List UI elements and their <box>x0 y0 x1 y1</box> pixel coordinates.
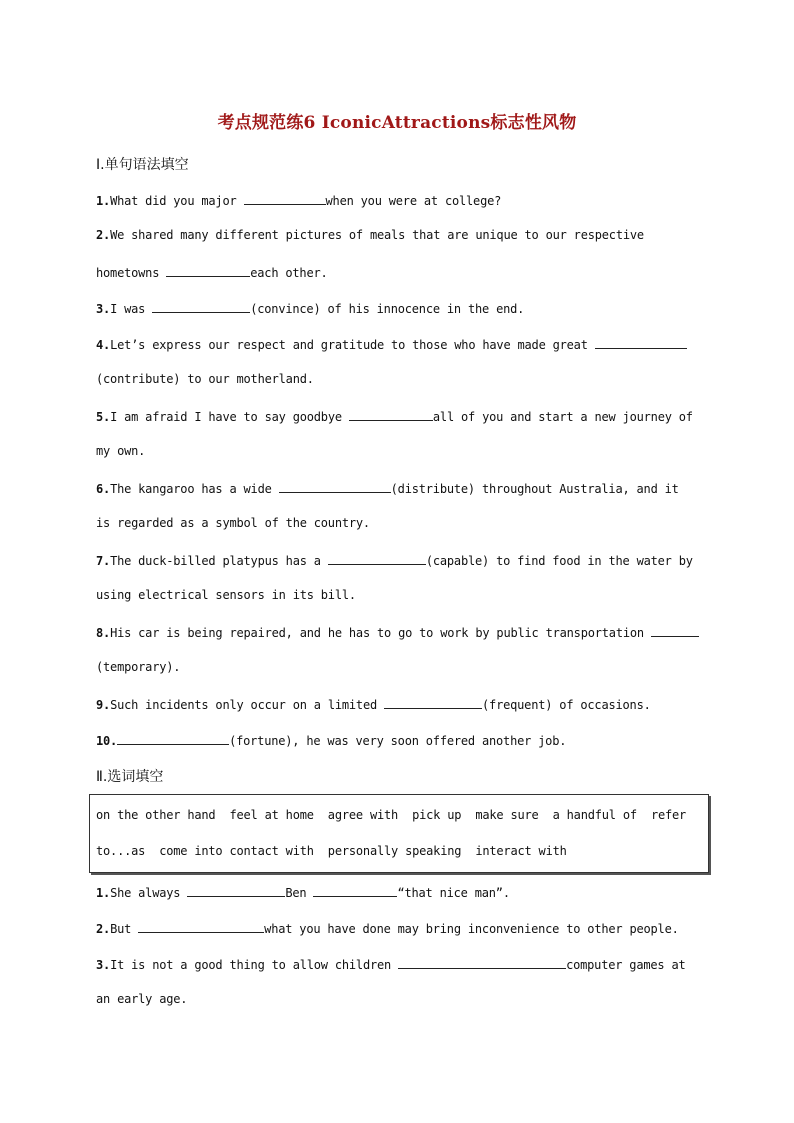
answer-blank[interactable] <box>349 408 433 421</box>
question-text: Ben <box>285 886 314 900</box>
question-5 <box>96 408 698 424</box>
section-heading-word-choice: Ⅱ.选词填空 <box>96 769 164 785</box>
question-2 <box>96 228 698 242</box>
question-text: is regarded as a symbol of the country. <box>96 516 370 530</box>
exercise-3-cont <box>96 992 698 1006</box>
answer-blank[interactable] <box>279 480 391 493</box>
question-number: 5. <box>96 410 111 424</box>
question-text: We shared many different pictures of meals that are unique to our respective <box>110 228 644 242</box>
answer-blank[interactable] <box>138 920 264 933</box>
question-4 <box>96 336 698 352</box>
question-4-cont <box>96 372 698 386</box>
question-number: 6. <box>96 482 111 496</box>
question-number: 4. <box>96 338 111 352</box>
question-text: computer games at <box>566 958 686 972</box>
question-number: 2. <box>96 228 111 242</box>
question-text: Let’s express our respect and gratitude to those who have made great <box>110 338 595 352</box>
question-text: each other. <box>250 266 328 280</box>
question-text: an early age. <box>96 992 188 1006</box>
answer-blank[interactable] <box>244 192 326 205</box>
question-7 <box>96 552 698 568</box>
question-text: The kangaroo has a wide <box>110 482 279 496</box>
question-5-cont <box>96 444 698 458</box>
question-8-cont <box>96 660 698 674</box>
question-number: 2. <box>96 922 111 936</box>
question-8 <box>96 624 698 640</box>
question-text: (contribute) to our motherland. <box>96 372 314 386</box>
question-6-cont <box>96 516 698 530</box>
question-text: my own. <box>96 444 146 458</box>
question-text: But <box>110 922 139 936</box>
question-text: (fortune), he was very soon offered another job. <box>229 734 567 748</box>
question-1 <box>96 192 698 208</box>
question-number: 1. <box>96 194 111 208</box>
question-text: I was <box>110 302 153 316</box>
question-number: 8. <box>96 626 111 640</box>
question-text: It is not a good thing to allow children <box>110 958 399 972</box>
question-text: what you have done may bring inconvenience to other people. <box>264 922 679 936</box>
exercise-3 <box>96 956 698 972</box>
question-text: (capable) to find food in the water by <box>425 554 693 568</box>
question-text: “that nice man”. <box>397 886 510 900</box>
question-9 <box>96 696 698 712</box>
question-text: The duck-billed platypus has a <box>110 554 328 568</box>
question-text: I am afraid I have to say goodbye <box>110 410 349 424</box>
question-text: using electrical sensors in its bill. <box>96 588 356 602</box>
answer-blank[interactable] <box>651 624 699 637</box>
word-bank-line-2: to...as come into contact with personally speaking interact with <box>96 844 567 858</box>
question-text: (frequent) of occasions. <box>482 698 651 712</box>
question-text: She always <box>110 886 188 900</box>
answer-blank[interactable] <box>313 884 397 897</box>
section-heading-grammar: Ⅰ.单句语法填空 <box>96 157 189 173</box>
question-text: (distribute) throughout Australia, and it <box>390 482 679 496</box>
word-bank-box <box>89 794 709 873</box>
exercise-2 <box>96 920 698 936</box>
answer-blank[interactable] <box>328 552 426 565</box>
question-text: (temporary). <box>96 660 181 674</box>
answer-blank[interactable] <box>398 956 566 969</box>
answer-blank[interactable] <box>152 300 250 313</box>
question-10 <box>96 732 698 748</box>
exercise-1 <box>96 884 698 900</box>
question-text: when you were at college? <box>325 194 502 208</box>
question-2-cont <box>96 264 698 280</box>
answer-blank[interactable] <box>384 696 482 709</box>
question-3 <box>96 300 698 316</box>
question-number: 3. <box>96 958 111 972</box>
question-7-cont <box>96 588 698 602</box>
question-text: Such incidents only occur on a limited <box>110 698 385 712</box>
answer-blank[interactable] <box>187 884 285 897</box>
question-text: What did you major <box>110 194 244 208</box>
question-text: hometowns <box>96 266 167 280</box>
question-text: all of you and start a new journey of <box>432 410 693 424</box>
question-text: (convince) of his innocence in the end. <box>250 302 525 316</box>
question-6 <box>96 480 698 496</box>
question-number: 9. <box>96 698 111 712</box>
word-bank-line-1: on the other hand feel at home agree with pick up make sure a handful of refer <box>96 808 687 822</box>
question-number: 3. <box>96 302 111 316</box>
page-title: 考点规范练6 IconicAttractions标志性风物 <box>217 113 577 133</box>
question-text: His car is being repaired, and he has to go to work by public transportation <box>110 626 651 640</box>
question-number: 1. <box>96 886 111 900</box>
answer-blank[interactable] <box>166 264 250 277</box>
question-number: 7. <box>96 554 111 568</box>
answer-blank[interactable] <box>595 336 687 349</box>
answer-blank[interactable] <box>117 732 229 745</box>
question-number: 10. <box>96 734 118 748</box>
